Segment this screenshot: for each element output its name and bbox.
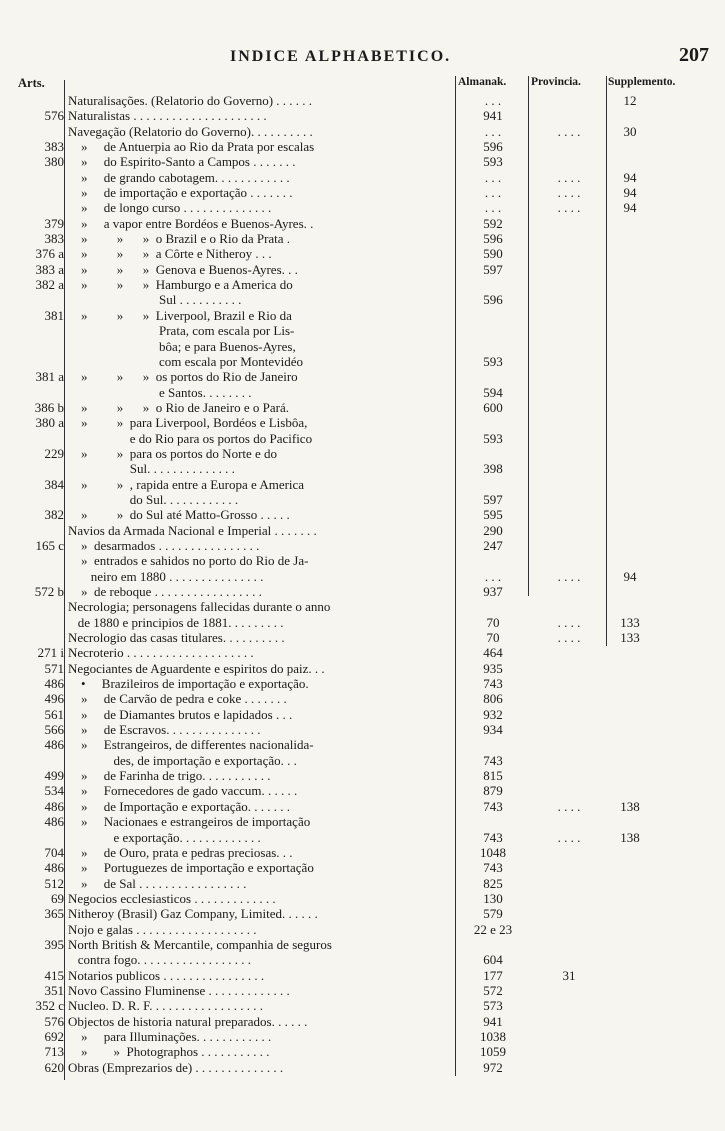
entry-text: e Santos. . . . . . . . <box>68 384 252 400</box>
almanak-page: . . . <box>484 123 502 139</box>
column-header-supplemento: Supplemento. <box>608 76 676 88</box>
entry-text: Negocios ecclesiasticos . . . . . . . . . . . . . <box>68 890 276 906</box>
table-row <box>0 400 725 415</box>
provincia-page: . . . . <box>557 829 581 845</box>
table-row <box>0 630 725 645</box>
page-number: 207 <box>679 44 709 66</box>
entry-text: » de Diamantes brutos e lapidados . . . <box>68 706 293 722</box>
article-number: 352 c <box>35 998 64 1014</box>
table-row <box>0 108 725 123</box>
almanak-page: 595 <box>483 507 503 523</box>
almanak-page: 579 <box>483 906 503 922</box>
index-table <box>0 93 725 1075</box>
table-row <box>0 814 725 829</box>
supplemento-page: 138 <box>620 798 640 814</box>
entry-text: » » para os portos do Norte e do <box>68 445 278 461</box>
entry-text: do Sul. . . . . . . . . . . . <box>68 491 239 507</box>
table-row <box>0 216 725 231</box>
almanak-page: 1048 <box>480 844 506 860</box>
provincia-page: . . . . <box>557 630 581 646</box>
entry-text: Nojo e galas . . . . . . . . . . . . . . . . . . . <box>68 921 257 937</box>
almanak-page: 593 <box>483 353 503 369</box>
entry-text: • Brazileiros de importação e exportação. <box>68 676 309 692</box>
table-row <box>0 1014 725 1029</box>
article-number: 383 <box>44 139 64 155</box>
almanak-page: 22 e 23 <box>473 921 513 937</box>
article-number: 713 <box>44 1044 64 1060</box>
provincia-page: . . . . <box>557 200 581 216</box>
entry-text: Objectos de historia natural preparados. . . . . . <box>68 1013 308 1029</box>
table-row <box>0 354 725 369</box>
table-row <box>0 707 725 722</box>
table-row <box>0 845 725 860</box>
table-row <box>0 93 725 108</box>
provincia-page: . . . . <box>557 798 581 814</box>
article-number: 576 <box>44 1013 64 1029</box>
article-number: 486 <box>44 814 64 830</box>
table-row <box>0 922 725 937</box>
entry-text: » a vapor entre Bordéos e Buenos-Ayres. . <box>68 215 314 231</box>
table-row <box>0 830 725 845</box>
entry-text: com escala por Montevidéo <box>68 353 304 369</box>
entry-text: Navios da Armada Nacional e Imperial . . . . . . . <box>68 522 317 538</box>
article-number: 382 a <box>35 277 64 293</box>
article-number: 381 <box>44 307 64 323</box>
article-number: 383 a <box>35 261 64 277</box>
article-number: 620 <box>44 1059 64 1075</box>
almanak-page: 879 <box>483 783 503 799</box>
table-row <box>0 292 725 307</box>
entry-text: » » » a Côrte e Nitheroy . . . <box>68 246 272 262</box>
supplemento-page: 94 <box>623 200 637 216</box>
supplemento-page: 94 <box>623 568 637 584</box>
almanak-page: 941 <box>483 1013 503 1029</box>
article-number: 512 <box>44 875 64 891</box>
table-row <box>0 584 725 599</box>
article-number: 486 <box>44 860 64 876</box>
entry-text: » » para Liverpool, Bordéos e Lisbôa, <box>68 415 308 431</box>
supplemento-page: 12 <box>623 93 637 108</box>
entry-text: North British & Mercantile, companhia de seguros <box>68 936 332 952</box>
article-number: 384 <box>44 476 64 492</box>
entry-text: Nitheroy (Brasil) Gaz Company, Limited. . . . . . <box>68 906 318 922</box>
article-number: 69 <box>51 890 64 906</box>
almanak-page: 596 <box>483 139 503 155</box>
entry-text: » de Escravos. . . . . . . . . . . . . . . <box>68 722 261 738</box>
table-row <box>0 185 725 200</box>
table-row <box>0 1060 725 1075</box>
entry-text: » » » os portos do Rio de Janeiro <box>68 369 298 385</box>
almanak-page: . . . <box>484 93 502 108</box>
entry-text: Prata, com escala por Lis- <box>68 323 295 339</box>
entry-text: de 1880 e principios de 1881. . . . . . . . . <box>68 614 284 630</box>
article-number: 572 b <box>34 584 64 599</box>
entry-text: Nucleo. D. R. F. . . . . . . . . . . . . . . . . . <box>68 998 264 1014</box>
entry-text: Sul . . . . . . . . . . <box>68 292 242 308</box>
entry-text: » de Importação e exportação. . . . . . . <box>68 798 291 814</box>
article-number: 165 c <box>35 537 64 553</box>
provincia-page: . . . . <box>557 123 581 139</box>
table-row <box>0 231 725 246</box>
almanak-page: 743 <box>483 752 503 768</box>
almanak-page: 596 <box>483 231 503 247</box>
table-row <box>0 968 725 983</box>
table-row <box>0 983 725 998</box>
entry-text: » » » o Brazil e o Rio da Prata . <box>68 231 291 247</box>
table-row <box>0 277 725 292</box>
article-number: 496 <box>44 691 64 707</box>
entry-text: » » » o Rio de Janeiro e o Pará. <box>68 399 289 415</box>
column-header-arts: Arts. <box>18 76 45 90</box>
entry-text: » » » Hamburgo e a America do <box>68 277 293 293</box>
table-row <box>0 722 725 737</box>
entry-text: Naturalistas . . . . . . . . . . . . . . . . . . . . . <box>68 108 267 124</box>
article-number: 486 <box>44 737 64 753</box>
table-row <box>0 507 725 522</box>
table-row <box>0 323 725 338</box>
table-row <box>0 661 725 676</box>
almanak-page: 590 <box>483 246 503 262</box>
article-number: 382 <box>44 507 64 523</box>
table-row <box>0 891 725 906</box>
entry-text: Necrologio das casas titulares. . . . . . . . . . <box>68 630 285 646</box>
table-row <box>0 737 725 752</box>
entry-text: » de Sal . . . . . . . . . . . . . . . . . <box>68 875 247 891</box>
entry-text: » Fornecedores de gado vaccum. . . . . . <box>68 783 298 799</box>
almanak-page: 290 <box>483 522 503 538</box>
article-number: 395 <box>44 936 64 952</box>
table-row <box>0 523 725 538</box>
supplemento-page: 94 <box>623 169 637 185</box>
table-row <box>0 876 725 891</box>
article-number: 704 <box>44 844 64 860</box>
entry-text: » » do Sul até Matto-Grosso . . . . . <box>68 507 290 523</box>
entry-text: neiro em 1880 . . . . . . . . . . . . . . . <box>68 568 264 584</box>
table-row <box>0 154 725 169</box>
table-row <box>0 431 725 446</box>
table-row <box>0 553 725 568</box>
table-row <box>0 599 725 614</box>
almanak-page: 806 <box>483 691 503 707</box>
article-number: 561 <box>44 706 64 722</box>
almanak-page: 937 <box>483 584 503 599</box>
almanak-page: 1059 <box>480 1044 506 1060</box>
article-number: 271 i <box>37 645 64 661</box>
article-number: 566 <box>44 722 64 738</box>
table-row <box>0 262 725 277</box>
almanak-page: . . . <box>484 568 502 584</box>
entry-text: » de Ouro, prata e pedras preciosas. . . <box>68 844 293 860</box>
almanak-page: 743 <box>483 676 503 692</box>
table-row <box>0 615 725 630</box>
article-number: 576 <box>44 108 64 124</box>
table-row <box>0 170 725 185</box>
article-number: 381 a <box>35 369 64 385</box>
table-row <box>0 998 725 1013</box>
entry-text: » entrados e sahidos no porto do Rio de Ja- <box>68 553 309 569</box>
entry-text: » Estrangeiros, de differentes nacionalida- <box>68 737 314 753</box>
table-row <box>0 369 725 384</box>
table-row <box>0 1029 725 1044</box>
almanak-page: 597 <box>483 491 503 507</box>
table-row <box>0 415 725 430</box>
article-number: 486 <box>44 676 64 692</box>
entry-text: Necroterio . . . . . . . . . . . . . . . . . . . . <box>68 645 254 661</box>
almanak-page: 593 <box>483 154 503 170</box>
entry-text: bôa; e para Buenos-Ayres, <box>68 338 296 354</box>
almanak-page: 825 <box>483 875 503 891</box>
almanak-page: 572 <box>483 982 503 998</box>
article-number: 365 <box>44 906 64 922</box>
article-number: 534 <box>44 783 64 799</box>
entry-text: » de Farinha de trigo. . . . . . . . . . . <box>68 768 271 784</box>
entry-text: » desarmados . . . . . . . . . . . . . . . . <box>68 537 260 553</box>
entry-text: » » » Genova e Buenos-Ayres. . . <box>68 261 298 277</box>
entry-text: Negociantes de Aguardente e espiritos do paiz. . . <box>68 660 325 676</box>
entry-text: des, de importação e exportação. . . <box>68 752 297 768</box>
table-row <box>0 492 725 507</box>
entry-text: e do Rio para os portos do Pacifico <box>68 430 313 446</box>
almanak-page: 743 <box>483 829 503 845</box>
almanak-page: 1038 <box>480 1028 506 1044</box>
table-row <box>0 569 725 584</box>
article-number: 386 b <box>34 399 64 415</box>
entry-text: Obras (Emprezarios de) . . . . . . . . . . . . . . <box>68 1059 284 1075</box>
entry-text: » de reboque . . . . . . . . . . . . . . . . . <box>68 584 262 599</box>
almanak-page: 573 <box>483 998 503 1014</box>
almanak-page: 593 <box>483 430 503 446</box>
almanak-page: 398 <box>483 461 503 477</box>
entry-text: » de Antuerpia ao Rio da Prata por escalas <box>68 139 315 155</box>
article-number: 415 <box>44 967 64 983</box>
table-row <box>0 645 725 660</box>
almanak-page: 594 <box>483 384 503 400</box>
entry-text: contra fogo. . . . . . . . . . . . . . . . . . <box>68 952 252 968</box>
table-row <box>0 385 725 400</box>
almanak-page: . . . <box>484 169 502 185</box>
provincia-page: . . . . <box>557 568 581 584</box>
entry-text: » do Espirito-Santo a Campos . . . . . . . <box>68 154 296 170</box>
article-number: 229 <box>44 445 64 461</box>
table-row <box>0 799 725 814</box>
supplemento-page: 138 <box>620 829 640 845</box>
entry-text: Novo Cassino Fluminense . . . . . . . . . . . . . <box>68 982 290 998</box>
almanak-page: 130 <box>483 890 503 906</box>
entry-text: » de longo curso . . . . . . . . . . . . . . <box>68 200 272 216</box>
article-number: 376 a <box>35 246 64 262</box>
almanak-page: 247 <box>483 537 503 553</box>
table-row <box>0 446 725 461</box>
entry-text: Naturalisações. (Relatorio do Governo) . . . . . . <box>68 93 313 108</box>
table-row <box>0 906 725 921</box>
provincia-page: . . . . <box>557 185 581 201</box>
table-row <box>0 538 725 553</box>
entry-text: e exportação. . . . . . . . . . . . . <box>68 829 261 845</box>
entry-text: Navegação (Relatorio do Governo). . . . . . . . . . <box>68 123 313 139</box>
almanak-page: 70 <box>486 614 500 630</box>
almanak-page: 743 <box>483 860 503 876</box>
provincia-page: 31 <box>562 967 576 983</box>
table-row <box>0 477 725 492</box>
article-number: 383 <box>44 231 64 247</box>
column-header-provincia: Provincia. <box>531 76 581 88</box>
provincia-page: . . . . <box>557 614 581 630</box>
entry-text: » Portuguezes de importação e exportação <box>68 860 314 876</box>
table-row <box>0 952 725 967</box>
article-number: 486 <box>44 798 64 814</box>
provincia-page: . . . . <box>557 169 581 185</box>
almanak-page: 604 <box>483 952 503 968</box>
almanak-page: . . . <box>484 185 502 201</box>
almanak-page: 941 <box>483 108 503 124</box>
table-row <box>0 676 725 691</box>
table-row <box>0 1044 725 1059</box>
almanak-page: 815 <box>483 768 503 784</box>
article-number: 692 <box>44 1028 64 1044</box>
entry-text: » de grando cabotagem. . . . . . . . . . . . <box>68 169 290 185</box>
table-row <box>0 768 725 783</box>
table-row <box>0 691 725 706</box>
entry-text: Necrologia; personagens fallecidas durante o anno <box>68 599 331 615</box>
article-number: 380 <box>44 154 64 170</box>
entry-text: » Nacionaes e estrangeiros de importação <box>68 814 311 830</box>
almanak-page: 743 <box>483 798 503 814</box>
supplemento-page: 133 <box>620 630 640 646</box>
page-title: INDICE ALPHABETICO. <box>230 48 452 65</box>
column-header-almanak: Almanak. <box>458 76 507 88</box>
table-row <box>0 860 725 875</box>
article-number: 380 a <box>35 415 64 431</box>
entry-text: » » » Liverpool, Brazil e Rio da <box>68 307 292 323</box>
almanak-page: 597 <box>483 261 503 277</box>
entry-text: » de importação e exportação . . . . . . . <box>68 185 293 201</box>
supplemento-page: 133 <box>620 614 640 630</box>
table-row <box>0 139 725 154</box>
almanak-page: 935 <box>483 660 503 676</box>
table-row <box>0 339 725 354</box>
entry-text: » » Photographos . . . . . . . . . . . <box>68 1044 270 1060</box>
article-number: 351 <box>44 982 64 998</box>
article-number: 499 <box>44 768 64 784</box>
almanak-page: 600 <box>483 399 503 415</box>
entry-text: Sul. . . . . . . . . . . . . . <box>68 461 235 477</box>
table-row <box>0 783 725 798</box>
entry-text: » para Illuminações. . . . . . . . . . . . <box>68 1028 272 1044</box>
almanak-page: 70 <box>486 630 500 646</box>
table-row <box>0 753 725 768</box>
almanak-page: 972 <box>483 1059 503 1075</box>
almanak-page: . . . <box>484 200 502 216</box>
almanak-page: 596 <box>483 292 503 308</box>
entry-text: Notarios publicos . . . . . . . . . . . . . . . . <box>68 967 265 983</box>
entry-text: » de Carvão de pedra e coke . . . . . . . <box>68 691 287 707</box>
table-row <box>0 124 725 139</box>
table-row <box>0 461 725 476</box>
almanak-page: 177 <box>483 967 503 983</box>
table-row <box>0 308 725 323</box>
entry-text: » » , rapida entre a Europa e America <box>68 476 305 492</box>
table-row <box>0 246 725 261</box>
almanak-page: 592 <box>483 215 503 231</box>
almanak-page: 464 <box>483 645 503 661</box>
supplemento-page: 94 <box>623 185 637 201</box>
article-number: 379 <box>44 215 64 231</box>
almanak-page: 932 <box>483 706 503 722</box>
table-row <box>0 200 725 215</box>
almanak-page: 934 <box>483 722 503 738</box>
supplemento-page: 30 <box>623 123 637 139</box>
article-number: 571 <box>44 660 64 676</box>
table-row <box>0 937 725 952</box>
